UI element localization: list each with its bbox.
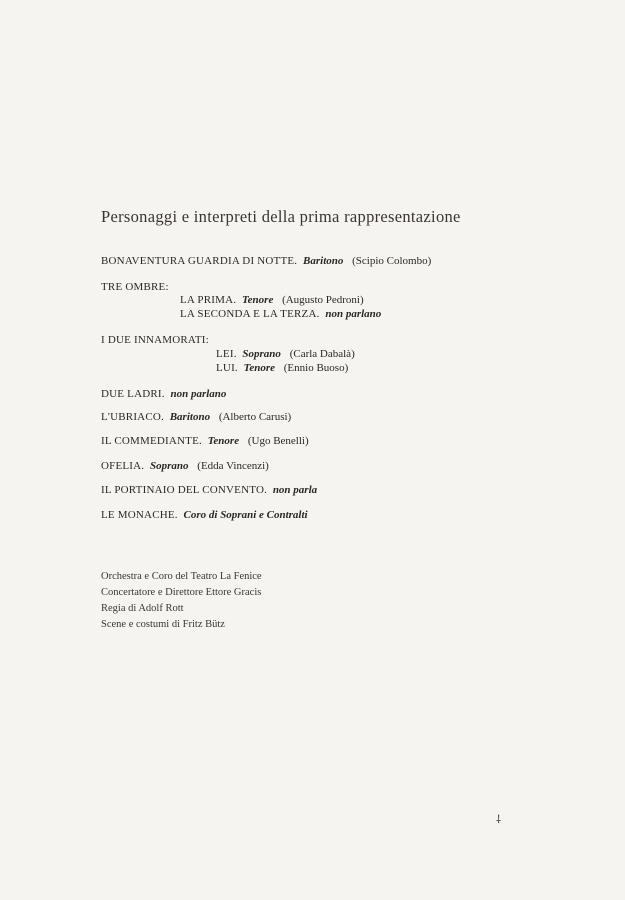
cast-row-seconda-terza (180, 308, 381, 320)
performer: (Augusto Pedroni) (282, 294, 364, 306)
voice-type: Soprano (150, 460, 189, 472)
character-name: IL COMMEDIANTE. (101, 435, 202, 447)
character-name: LE MONACHE. (101, 509, 178, 521)
character-name: IL PORTINAIO DEL CONVENTO. (101, 484, 268, 496)
cast-row-ofelia (101, 460, 269, 472)
character-name: LUI. (216, 362, 238, 374)
character-name: BONAVENTURA GUARDIA DI NOTTE. (101, 255, 298, 267)
performer: (Edda Vincenzi) (197, 460, 269, 472)
cast-row-portinaio (101, 484, 317, 496)
credit-design: Scene e costumi di Fritz Bütz (101, 619, 225, 630)
performer: (Ennio Buoso) (283, 362, 349, 374)
voice-type: Tenore (243, 362, 276, 374)
performer: (Carla Dabalà) (289, 348, 355, 360)
performer: (Ugo Benelli) (247, 435, 309, 447)
page-title: Personaggi e interpreti della prima rappresentazione (101, 207, 461, 226)
voice-type: Soprano (242, 348, 281, 360)
group-label: TRE OMBRE: (101, 281, 169, 293)
printer-mark-icon: ⸸ (496, 814, 502, 826)
voice-type: Tenore (241, 294, 274, 306)
character-name: L'UBRIACO. (101, 411, 164, 423)
voice-type: non parlano (325, 308, 382, 320)
character-name: LA SECONDA E LA TERZA. (180, 308, 320, 320)
character-name: DUE LADRI. (101, 388, 165, 400)
credit-conductor: Concertatore e Direttore Ettore Gracis (101, 587, 262, 598)
performer: (Alberto Carusi) (218, 411, 292, 423)
cast-row-due-ladri (101, 388, 226, 400)
cast-row-monache (101, 509, 308, 521)
voice-type: non parlano (170, 388, 227, 400)
cast-row-prima (180, 294, 364, 306)
credit-orchestra: Orchestra e Coro del Teatro La Fenice (101, 571, 262, 582)
character-name: OFELIA. (101, 460, 145, 472)
cast-group-innamorati (101, 334, 209, 346)
credit-director: Regia di Adolf Rott (101, 603, 184, 614)
character-name: LA PRIMA. (180, 294, 237, 306)
cast-row-lei (216, 348, 355, 360)
voice-type: Baritono (169, 411, 211, 423)
cast-row-ubriaco (101, 411, 291, 423)
voice-type: Baritono (303, 255, 344, 267)
performer: (Scipio Colombo) (352, 255, 432, 267)
cast-row-commediante (101, 435, 309, 447)
cast-row-bonaventura (101, 255, 431, 267)
group-label: I DUE INNAMORATI: (101, 334, 209, 346)
voice-type: Tenore (207, 435, 240, 447)
cast-row-lui (216, 362, 348, 374)
voice-type: non parla (272, 484, 318, 496)
character-name: LEI. (216, 348, 237, 360)
voice-type: Coro di Soprani e Contralti (183, 509, 308, 521)
cast-group-tre-ombre (101, 281, 169, 293)
